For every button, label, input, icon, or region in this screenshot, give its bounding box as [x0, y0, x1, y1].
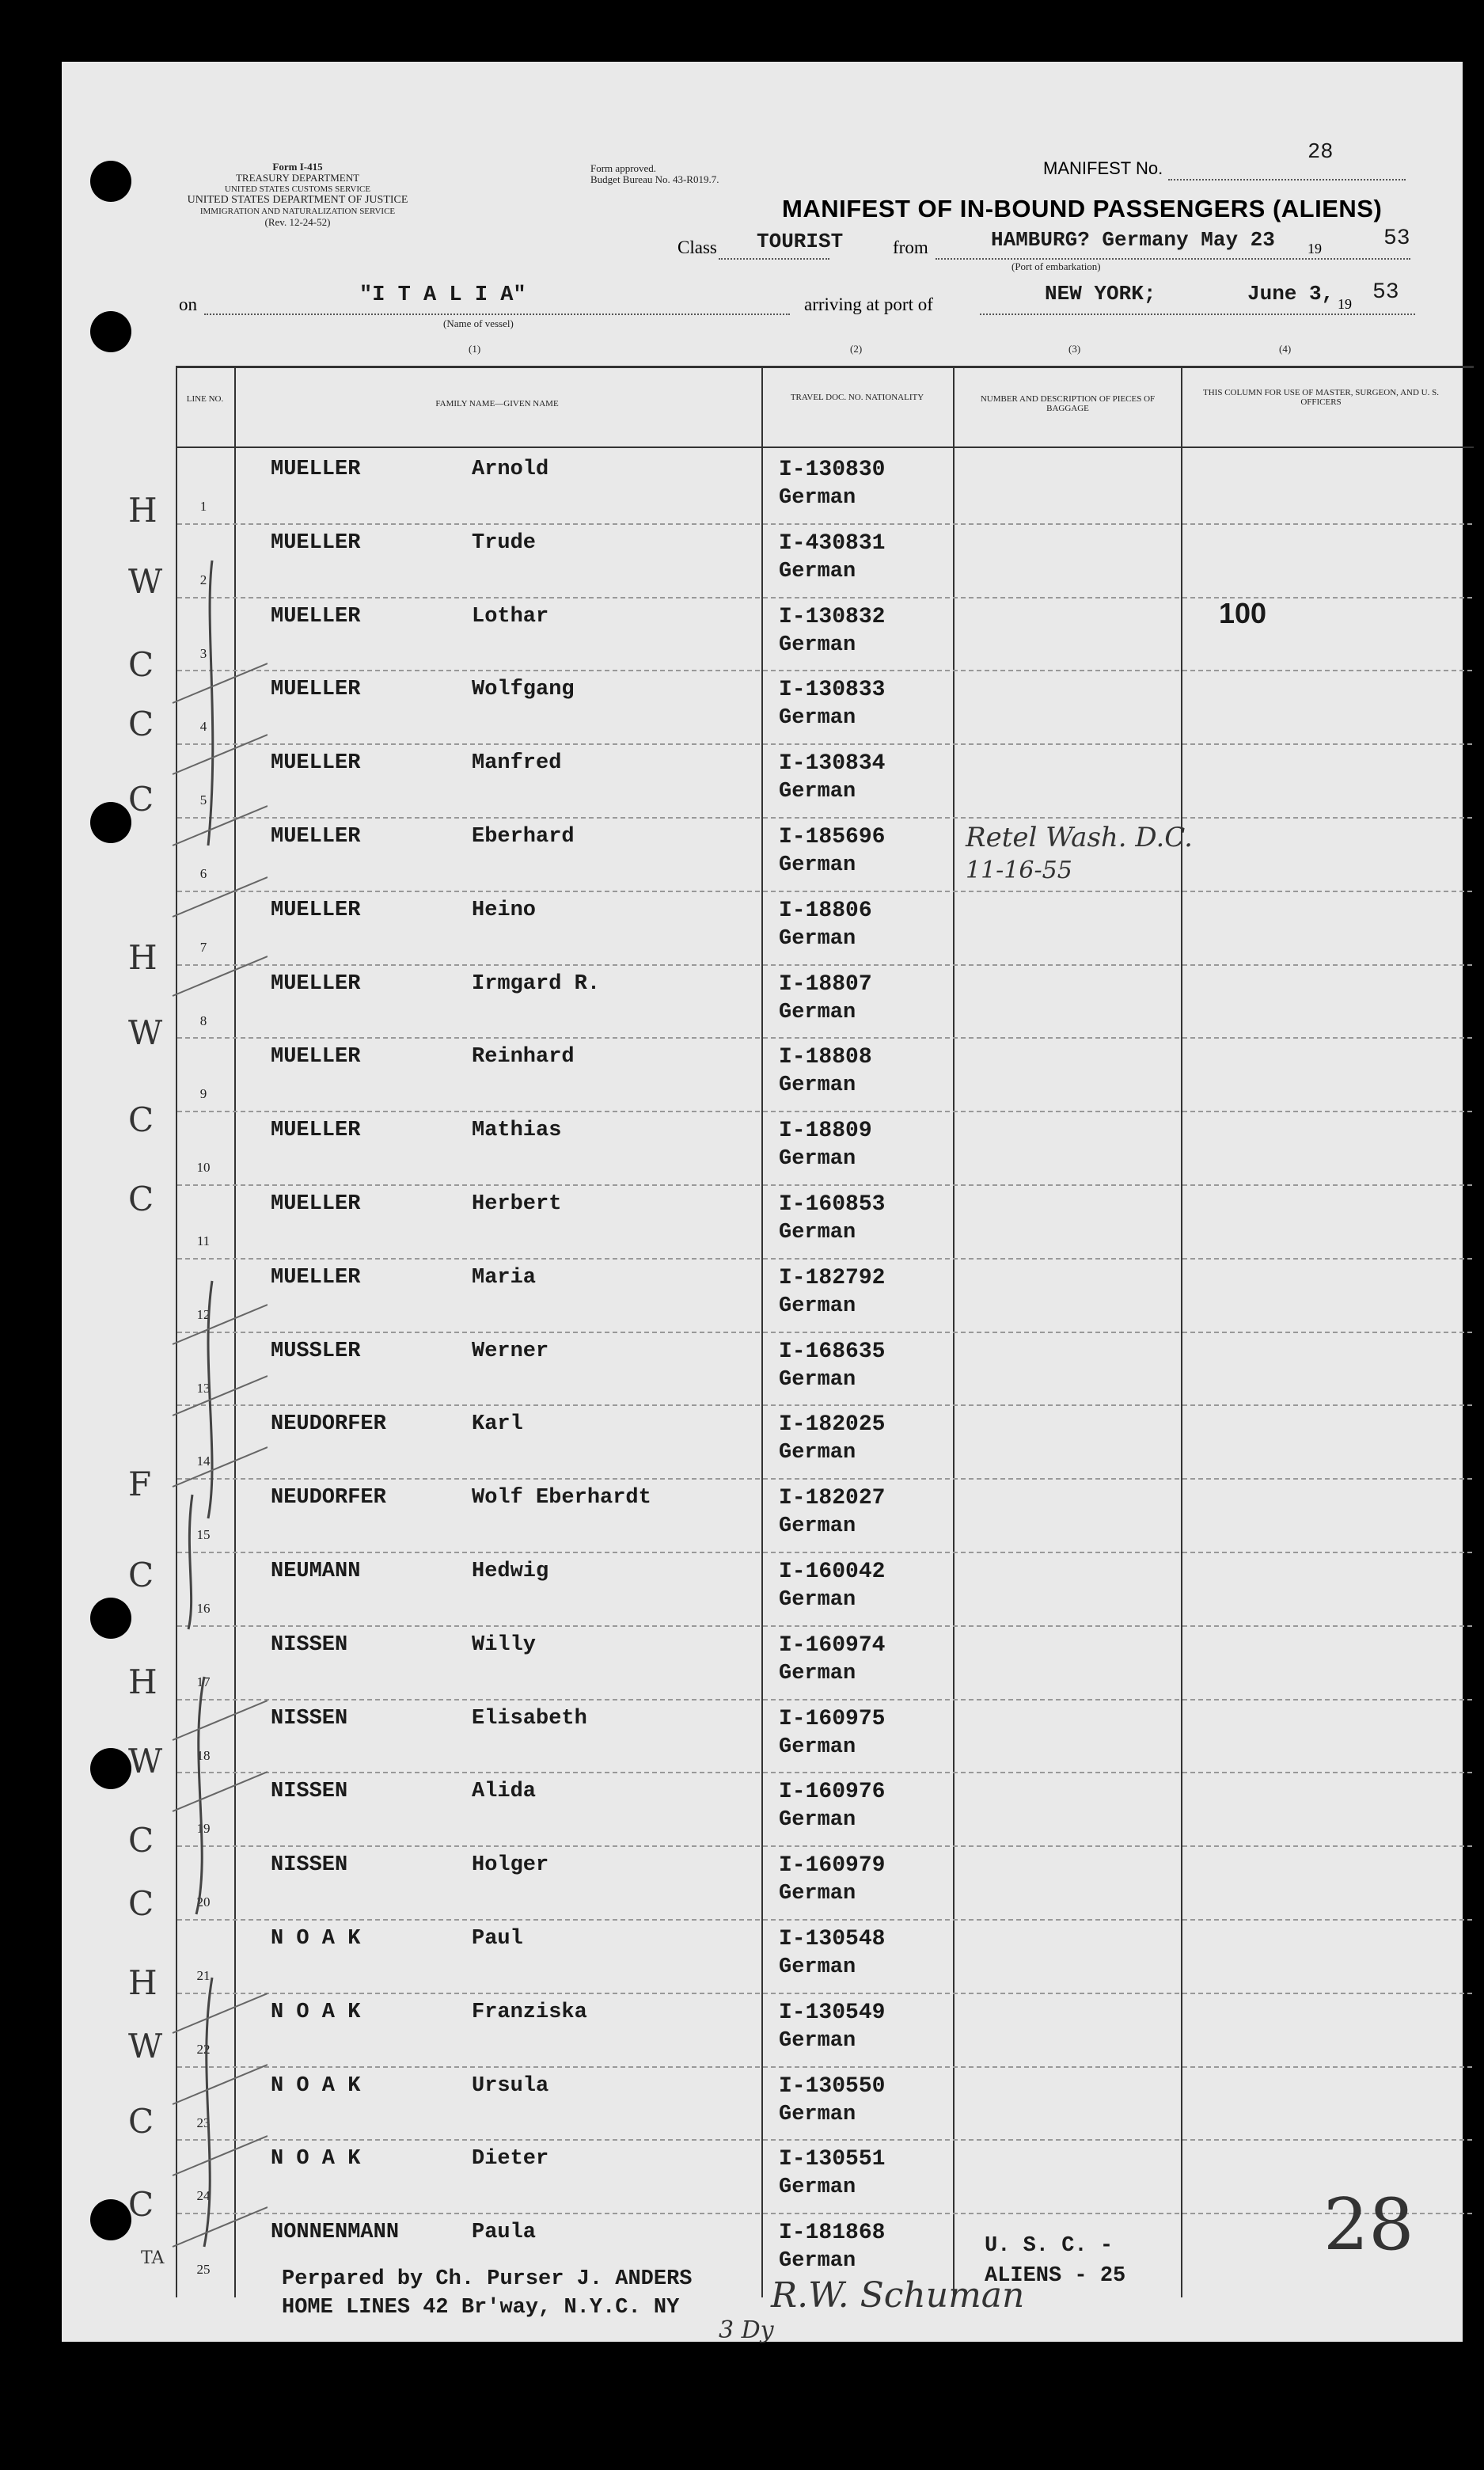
given-name: Manfred	[472, 751, 562, 776]
travel-doc-no: I-181868	[779, 2221, 886, 2246]
nationality: German	[779, 853, 856, 877]
line-number: 10	[196, 1160, 211, 1176]
nationality: German	[779, 1221, 856, 1244]
given-name: Paul	[472, 1927, 523, 1951]
nationality: German	[779, 2102, 856, 2126]
travel-doc-no: I-130551	[779, 2147, 886, 2172]
given-name: Herbert	[472, 1192, 562, 1216]
travel-doc-no: I-182792	[779, 1265, 886, 1290]
on-label: on	[179, 294, 197, 314]
family-name: N O A K	[271, 2073, 361, 2098]
line-number: 22	[196, 2041, 211, 2057]
line-number: 17	[196, 1674, 211, 1689]
table-row	[62, 1332, 1463, 1405]
margin-family-mark: TA	[141, 2248, 165, 2268]
manifest-number: 28	[1308, 141, 1334, 165]
line-number: 25	[196, 2262, 211, 2278]
nationality: German	[779, 1441, 856, 1465]
table-row	[62, 2066, 1463, 2140]
line-number: 8	[199, 1013, 207, 1028]
given-name: Elisabeth	[472, 1706, 587, 1731]
nationality: German	[779, 2028, 856, 2053]
line-number: 11	[196, 1233, 211, 1248]
nationality: German	[779, 1074, 856, 1098]
treasury-dept: TREASURY DEPARTMENT	[235, 172, 360, 184]
given-name: Karl	[472, 1412, 523, 1437]
customs-service: UNITED STATES CUSTOMS SERVICE	[224, 184, 371, 194]
revision: (Rev. 12-24-52)	[264, 216, 331, 228]
table-row	[62, 817, 1463, 891]
family-name: MUELLER	[271, 678, 361, 702]
form-identifier	[179, 162, 416, 228]
nationality: German	[779, 1735, 856, 1759]
margin-family-mark: C	[128, 1556, 154, 1594]
given-name: Trude	[472, 530, 537, 555]
table-row	[62, 1845, 1463, 1919]
given-name: Reinhard	[472, 1045, 575, 1070]
family-name: NISSEN	[271, 1632, 348, 1657]
travel-doc-no: I-185696	[779, 825, 886, 849]
header-name: FAMILY NAME—GIVEN NAME	[435, 399, 559, 408]
from-year: 53	[1383, 226, 1410, 251]
given-name: Lothar	[472, 604, 549, 629]
travel-doc-no: I-182027	[779, 1486, 886, 1511]
vessel-caption: (Name of vessel)	[443, 317, 514, 329]
given-name: Mathias	[472, 1119, 562, 1143]
given-name: Wolfgang	[472, 678, 575, 702]
officer-mark: 100	[1219, 597, 1267, 629]
margin-family-mark: C	[128, 645, 154, 684]
punch-hole	[90, 161, 131, 202]
prepared-by: Perpared by Ch. Purser J. ANDERS	[282, 2267, 693, 2291]
nationality: German	[779, 486, 856, 510]
given-name: Maria	[472, 1265, 537, 1290]
signature: R.W. Schuman	[771, 2275, 1025, 2316]
travel-doc-no: I-18806	[779, 898, 872, 923]
nationality: German	[779, 706, 856, 731]
arrival-port: NEW YORK;	[1045, 282, 1156, 306]
line-number: 5	[199, 792, 207, 808]
line-number: 15	[196, 1527, 211, 1543]
table-row	[62, 1258, 1463, 1332]
family-name: N O A K	[271, 2000, 361, 2024]
given-name: Wolf Eberhardt	[472, 1486, 651, 1510]
given-name: Heino	[472, 898, 537, 922]
aliens-count: ALIENS - 25	[985, 2264, 1126, 2288]
travel-doc-no: I-130830	[779, 458, 886, 482]
margin-family-mark: W	[128, 2027, 163, 2065]
line-number: 9	[199, 1086, 207, 1102]
travel-doc-no: I-160974	[779, 1632, 886, 1658]
travel-doc-no: I-160975	[779, 1706, 886, 1731]
nationality: German	[779, 2176, 856, 2200]
family-name: NISSEN	[271, 1706, 348, 1731]
margin-family-mark: W	[128, 1013, 163, 1052]
family-name: MUELLER	[271, 1045, 361, 1070]
margin-family-mark: C	[128, 1821, 154, 1860]
class-value: TOURIST	[757, 230, 844, 253]
family-name: MUELLER	[271, 530, 361, 555]
line-number: 12	[196, 1306, 211, 1322]
table-row	[62, 1552, 1463, 1625]
manifest-number-label: MANIFEST No.	[1043, 158, 1163, 178]
table-row	[62, 2213, 1463, 2286]
travel-doc-no: I-160853	[779, 1192, 886, 1217]
given-name: Ursula	[472, 2073, 549, 2098]
family-name: MUSSLER	[271, 1339, 361, 1363]
approval	[590, 163, 719, 185]
margin-family-mark: H	[128, 491, 158, 530]
travel-doc-no: I-18807	[779, 971, 872, 997]
line-number: 6	[199, 866, 207, 881]
travel-doc-no: I-182025	[779, 1412, 886, 1438]
line-number: 13	[196, 1380, 211, 1396]
col-number-4: (4)	[1279, 343, 1292, 355]
travel-doc-no: I-160976	[779, 1780, 886, 1805]
family-name: NISSEN	[271, 1853, 348, 1878]
nationality: German	[779, 1367, 856, 1392]
table-row	[62, 670, 1463, 743]
arrival-year-prefix: 19	[1338, 296, 1352, 312]
given-name: Hedwig	[472, 1560, 549, 1583]
nationality: German	[779, 633, 856, 657]
nationality: German	[779, 1661, 856, 1685]
family-name: NEUDORFER	[271, 1412, 386, 1437]
given-name: Holger	[472, 1853, 549, 1878]
from-year-prefix: 19	[1308, 241, 1322, 256]
table-row	[62, 1037, 1463, 1111]
travel-doc-no: I-160042	[779, 1560, 886, 1584]
table-row	[62, 450, 1463, 523]
form-approved: Form approved.	[590, 162, 657, 174]
line-number: 18	[196, 1747, 211, 1763]
table-row	[62, 2139, 1463, 2213]
line-number: 24	[196, 2188, 211, 2204]
travel-doc-no: I-130548	[779, 1927, 886, 1951]
manifest-title: MANIFEST OF IN-BOUND PASSENGERS (ALIENS)	[782, 195, 1383, 222]
nationality: German	[779, 1147, 856, 1172]
family-name: MUELLER	[271, 1265, 361, 1290]
col-number-1: (1)	[469, 343, 481, 355]
given-name: Willy	[472, 1632, 537, 1657]
table-row	[62, 1772, 1463, 1845]
table-row	[62, 1993, 1463, 2066]
table-row	[62, 1625, 1463, 1699]
vessel-name: "I T A L I A"	[359, 283, 526, 307]
travel-doc-no: I-130833	[779, 678, 886, 703]
line-number: 14	[196, 1454, 211, 1469]
nationality: German	[779, 559, 856, 583]
family-name: MUELLER	[271, 604, 361, 629]
margin-family-mark: W	[128, 1742, 163, 1780]
travel-doc-no: I-130549	[779, 2000, 886, 2025]
nationality: German	[779, 926, 856, 951]
col-number-3: (3)	[1068, 343, 1081, 355]
home-lines-address: HOME LINES 42 Br'way, N.Y.C. NY	[282, 2296, 680, 2320]
travel-doc-no: I-130832	[779, 604, 886, 629]
line-number: 2	[199, 572, 207, 587]
given-name: Alida	[472, 1780, 537, 1804]
punch-hole	[90, 311, 131, 352]
given-name: Dieter	[472, 2147, 549, 2172]
given-name: Paula	[472, 2221, 537, 2245]
table-row	[62, 1111, 1463, 1184]
table-row	[62, 1478, 1463, 1552]
margin-family-mark: H	[128, 938, 158, 977]
table-row	[62, 1404, 1463, 1478]
header-line-no: LINE NO.	[186, 394, 224, 404]
travel-doc-no: I-18809	[779, 1119, 872, 1144]
line-number: 16	[196, 1601, 211, 1616]
table-row	[62, 964, 1463, 1038]
family-name: MUELLER	[271, 1192, 361, 1216]
arrival-date: June 3,	[1247, 282, 1334, 306]
table-row	[62, 1184, 1463, 1258]
given-name: Irmgard R.	[472, 971, 601, 996]
class-label: Class	[677, 238, 717, 257]
form-number: Form I-415	[272, 161, 323, 173]
usc-stamp: U. S. C. -	[985, 2234, 1114, 2258]
nationality: German	[779, 1514, 856, 1539]
margin-family-mark: C	[128, 1100, 154, 1139]
given-name: Eberhard	[472, 825, 575, 849]
from-value: HAMBURG? Germany May 23	[991, 228, 1275, 252]
baggage-note: Retel Wash. D.C.	[966, 822, 1193, 853]
line-number: 21	[196, 1968, 211, 1983]
margin-family-mark: C	[128, 705, 154, 743]
nationality: German	[779, 1294, 856, 1318]
travel-doc-no: I-430831	[779, 530, 886, 556]
arrival-year: 53	[1372, 280, 1399, 305]
family-name: N O A K	[271, 1927, 361, 1951]
family-name: MUELLER	[271, 898, 361, 922]
margin-family-mark: C	[128, 780, 154, 819]
line-number: 23	[196, 2115, 211, 2130]
nationality: German	[779, 1000, 856, 1024]
signature-note: 3 Dy	[719, 2316, 774, 2344]
table-row	[62, 743, 1463, 817]
travel-doc-no: I-168635	[779, 1339, 886, 1364]
baggage-note-date: 11-16-55	[966, 857, 1072, 884]
family-name: NONNENMANN	[271, 2221, 400, 2245]
budget-bureau: Budget Bureau No. 43-R019.7.	[590, 173, 719, 185]
table-row	[62, 1919, 1463, 1993]
header-baggage: NUMBER AND DESCRIPTION OF PIECES OF BAGGAGE	[980, 394, 1156, 413]
family-name: MUELLER	[271, 825, 361, 849]
from-label: from	[893, 238, 928, 257]
line-number: 3	[199, 645, 207, 661]
nationality: German	[779, 1882, 856, 1906]
margin-family-mark: C	[128, 1884, 154, 1923]
arriving-label: arriving at port of	[804, 294, 933, 314]
margin-family-mark: C	[128, 2185, 154, 2224]
given-name: Franziska	[472, 2000, 587, 2024]
margin-family-mark: H	[128, 1662, 158, 1701]
ins: IMMIGRATION AND NATURALIZATION SERVICE	[199, 207, 396, 216]
margin-family-mark: C	[128, 1180, 154, 1218]
travel-doc-no: I-130550	[779, 2073, 886, 2099]
table-row	[62, 1699, 1463, 1773]
family-name: MUELLER	[271, 458, 361, 481]
justice-dept: UNITED STATES DEPARTMENT OF JUSTICE	[187, 194, 408, 206]
margin-family-mark: C	[128, 2102, 154, 2141]
margin-family-mark: F	[128, 1465, 152, 1503]
table-row	[62, 523, 1463, 597]
family-name: MUELLER	[271, 971, 361, 996]
family-name: MUELLER	[271, 1119, 361, 1143]
family-name: NEUMANN	[271, 1560, 361, 1583]
port-embarkation-caption: (Port of embarkation)	[1011, 260, 1101, 272]
nationality: German	[779, 780, 856, 804]
travel-doc-no: I-160979	[779, 1853, 886, 1879]
family-name: MUELLER	[271, 751, 361, 776]
travel-doc-no: I-18808	[779, 1045, 872, 1070]
line-number: 20	[196, 1894, 211, 1910]
nationality: German	[779, 1955, 856, 1979]
page-mark: 28	[1323, 2183, 1414, 2267]
margin-family-mark: H	[128, 1963, 158, 2002]
family-name: N O A K	[271, 2147, 361, 2172]
col-number-2: (2)	[850, 343, 863, 355]
nationality: German	[779, 2249, 856, 2274]
line-number: 4	[199, 719, 207, 735]
nationality: German	[779, 1808, 856, 1833]
given-name: Werner	[472, 1339, 549, 1363]
line-number: 19	[196, 1821, 211, 1837]
given-name: Arnold	[472, 458, 549, 481]
family-name: NEUDORFER	[271, 1486, 386, 1510]
margin-family-mark: W	[128, 562, 163, 601]
manifest-page	[62, 62, 1463, 2342]
line-number: 7	[199, 939, 207, 955]
header-doc: TRAVEL DOC. NO. NATIONALITY	[790, 393, 924, 402]
header-officers: THIS COLUMN FOR USE OF MASTER, SURGEON, AND U. S. OFFICERS	[1203, 388, 1439, 407]
travel-doc-no: I-130834	[779, 751, 886, 777]
family-name: NISSEN	[271, 1780, 348, 1804]
line-number: 1	[199, 499, 207, 514]
table-row	[62, 891, 1463, 964]
nationality: German	[779, 1588, 856, 1612]
